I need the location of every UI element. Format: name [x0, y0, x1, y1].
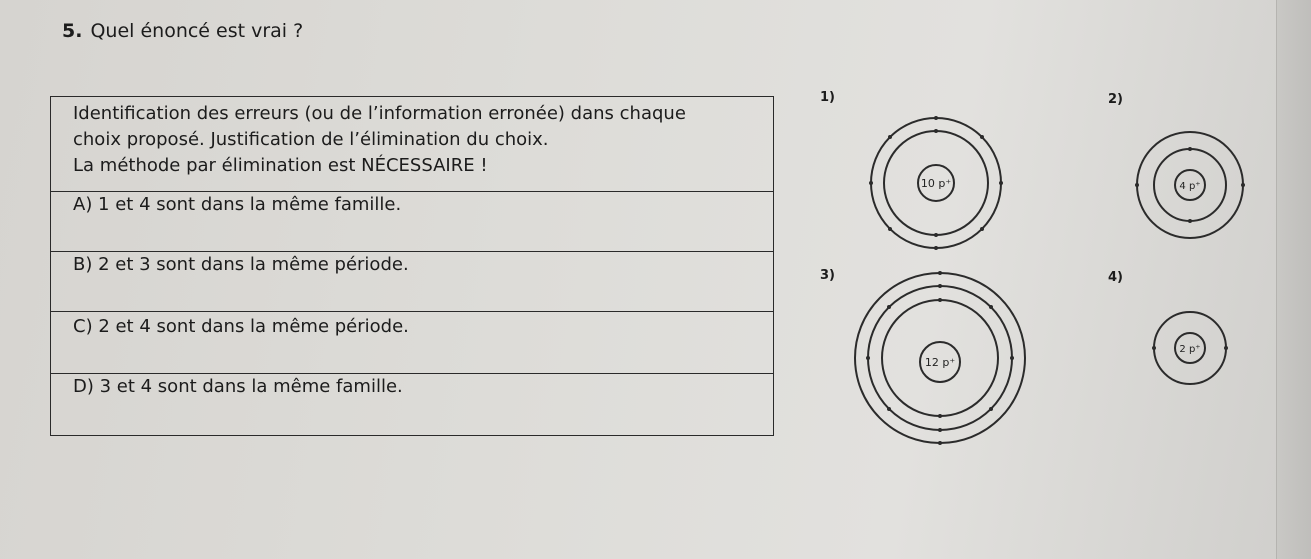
choice-c-text: C) 2 et 4 sont dans la même période. — [73, 316, 409, 337]
atom-1-nucleus-label: 10 p⁺ — [920, 177, 952, 190]
instructions-line-3: La méthode par élimination est NÉCESSAIRE ! — [73, 155, 488, 176]
choice-b-text: B) 2 et 3 sont dans la même période. — [73, 254, 409, 275]
choice-d-text: D) 3 et 4 sont dans la même famille. — [73, 376, 403, 397]
atom-4-nucleus-label: 2 p⁺ — [1179, 344, 1201, 355]
question-number: 5. — [62, 20, 83, 42]
question-text: Quel énoncé est vrai ? — [90, 20, 304, 42]
atom-3-nucleus-label: 12 p⁺ — [924, 356, 956, 369]
instructions-line-2: choix proposé. Justification de l’élimination du choix. — [73, 129, 549, 150]
atom-2-label: 2) — [1108, 92, 1123, 107]
atom-3-label: 3) — [820, 268, 835, 283]
instructions-line-1: Identification des erreurs (ou de l’information erronée) dans chaque — [73, 103, 686, 124]
atom-2-nucleus-label: 4 p⁺ — [1179, 181, 1201, 192]
choice-a-text: A) 1 et 4 sont dans la même famille. — [73, 194, 402, 215]
atom-1-label: 1) — [820, 90, 835, 105]
atom-4-label: 4) — [1108, 270, 1123, 285]
